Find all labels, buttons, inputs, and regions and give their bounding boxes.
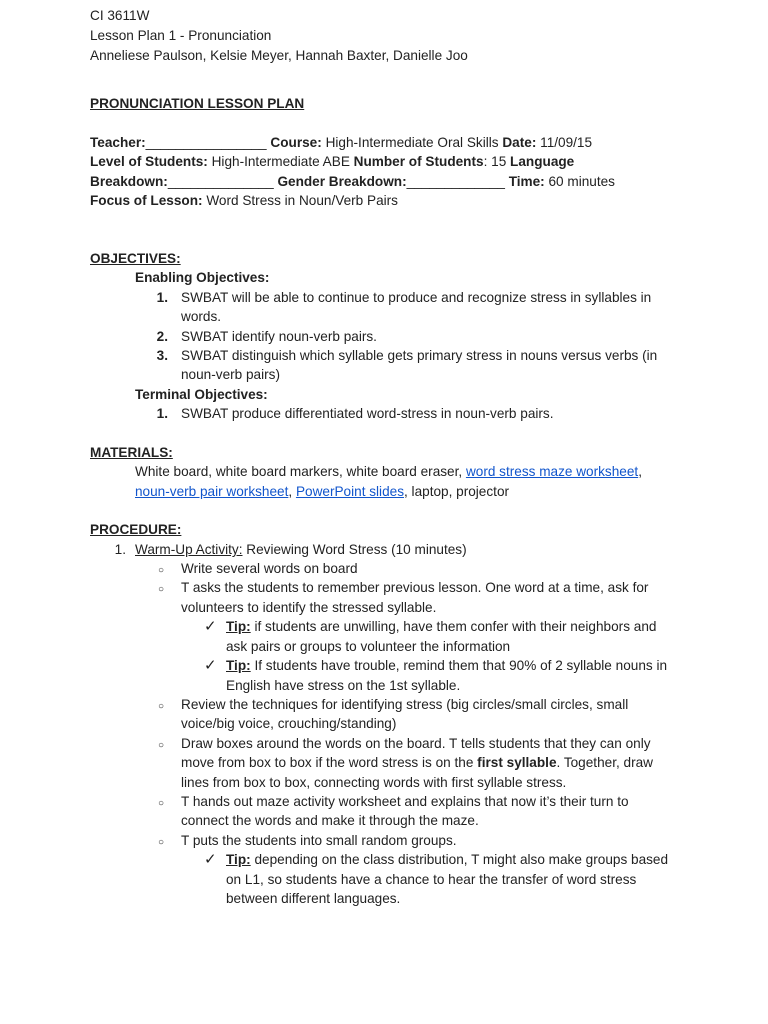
tip-text: If students have trouble, remind them that 90% of 2 syllable nouns in [250, 658, 668, 673]
materials-text: White board, white board markers, white board eraser, [135, 464, 466, 479]
word-stress-maze-link[interactable]: word stress maze worksheet [465, 464, 639, 479]
hollow-bullet-icon: ○ [158, 584, 165, 595]
checkmark-icon: ✓ [204, 618, 217, 635]
tip-text: if students are unwilling, have them confer with their neighbors and [250, 619, 657, 634]
teacher-value: ________________ [145, 135, 267, 150]
step-text: Reviewing Word Stress (10 minutes) [242, 542, 467, 557]
tip-text: depending on the class distribution, T might also make groups based [250, 852, 669, 867]
tip-label: Tip: [226, 658, 251, 673]
noun-verb-worksheet-link[interactable]: noun-verb pair worksheet [135, 484, 289, 499]
focus-label: Focus of Lesson: [90, 193, 203, 208]
hollow-bullet-icon: ○ [158, 740, 165, 751]
materials-line-1 [135, 462, 642, 481]
list-item: T asks the students to remember previous lesson. One word at a time, ask for [181, 580, 649, 595]
num-students-label: Number of Students [353, 154, 484, 169]
text: move from box to box if the word stress is on the [181, 755, 478, 770]
list-item: SWBAT will be able to continue to produce and recognize stress in syllables in [181, 290, 652, 305]
procedure-step-1 [135, 540, 467, 559]
comma: , [288, 484, 296, 499]
list-item-cont: words. [181, 309, 222, 324]
list-item-cont: volunteers to identify the stressed syllable. [181, 600, 437, 615]
list-item: SWBAT produce differentiated word-stress in noun-verb pairs. [181, 406, 554, 421]
course-code: CI 3611W [90, 8, 150, 23]
num-students-value: : 15 [483, 154, 507, 169]
emphasis: first syllable [477, 755, 557, 770]
tip-item [226, 617, 656, 636]
info-line-1 [90, 133, 592, 152]
page-title: PRONUNCIATION LESSON PLAN [90, 96, 305, 111]
time-value: 60 minutes [548, 174, 615, 189]
authors: Anneliese Paulson, Kelsie Meyer, Hannah Baxter, Danielle Joo [90, 48, 468, 63]
list-item: Review the techniques for identifying stress (big circles/small circles, small [181, 697, 629, 712]
tip-item-cont: between different languages. [226, 891, 401, 906]
checkmark-icon: ✓ [204, 657, 217, 674]
tip-label: Tip: [226, 852, 251, 867]
materials-text: , laptop, projector [404, 484, 510, 499]
materials-heading: MATERIALS: [90, 445, 173, 460]
breakdown-value: ______________ [167, 174, 274, 189]
course-label: Course: [270, 135, 322, 150]
tip-label: Tip: [226, 619, 251, 634]
list-number: 3. [156, 348, 168, 363]
step-label: Warm-Up Activity: [135, 542, 243, 557]
list-item: Draw boxes around the words on the board. T tells students that they can only [181, 736, 651, 751]
gender-label: Gender Breakdown: [277, 174, 407, 189]
time-label: Time: [508, 174, 545, 189]
procedure-heading: PROCEDURE: [90, 522, 182, 537]
list-number: 1. [156, 290, 168, 305]
list-item: SWBAT identify noun-verb pairs. [181, 329, 377, 344]
date-label: Date: [502, 135, 537, 150]
course-value: High-Intermediate Oral Skills [325, 135, 499, 150]
list-number: 1. [114, 542, 126, 557]
tip-item-cont: ask pairs or groups to volunteer the information [226, 639, 511, 654]
materials-line-2 [135, 482, 509, 501]
gender-value: _____________ [406, 174, 505, 189]
comma: , [638, 464, 642, 479]
objectives-heading: OBJECTIVES: [90, 251, 181, 266]
info-line-4 [90, 191, 398, 210]
list-item-cont: voice/big voice, crouching/standing) [181, 716, 397, 731]
hollow-bullet-icon: ○ [158, 837, 165, 848]
hollow-bullet-icon: ○ [158, 798, 165, 809]
list-item: T puts the students into small random groups. [181, 833, 457, 848]
level-label: Level of Students: [90, 154, 208, 169]
tip-item [226, 850, 668, 869]
info-line-2 [90, 152, 574, 171]
hollow-bullet-icon: ○ [158, 565, 165, 576]
list-item-cont: connect the words and make it through the maze. [181, 813, 479, 828]
date-value: 11/09/15 [540, 135, 593, 150]
teacher-label: Teacher: [90, 135, 146, 150]
focus-value: Word Stress in Noun/Verb Pairs [206, 193, 398, 208]
checkmark-icon: ✓ [204, 851, 217, 868]
list-item-cont: noun-verb pairs) [181, 367, 280, 382]
list-item-cont [181, 753, 653, 772]
hollow-bullet-icon: ○ [158, 701, 165, 712]
list-number: 1. [156, 406, 168, 421]
list-number: 2. [156, 329, 168, 344]
enabling-objectives-heading: Enabling Objectives: [135, 270, 270, 285]
list-item: SWBAT distinguish which syllable gets primary stress in nouns versus verbs (in [181, 348, 658, 363]
lesson-title: Lesson Plan 1 - Pronunciation [90, 28, 272, 43]
terminal-objectives-heading: Terminal Objectives: [135, 387, 268, 402]
level-value: High-Intermediate ABE [211, 154, 350, 169]
powerpoint-slides-link[interactable]: PowerPoint slides [295, 484, 404, 499]
info-line-3 [90, 172, 615, 191]
list-item-cont: lines from box to box, connecting words with first syllable stress. [181, 775, 567, 790]
tip-item-cont: on L1, so students have a chance to hear the transfer of word stress [226, 872, 637, 887]
text: . Together, draw [556, 755, 653, 770]
language-label: Language [510, 154, 575, 169]
list-item: Write several words on board [181, 561, 358, 576]
tip-item-cont: English have stress on the 1st syllable. [226, 678, 461, 693]
tip-item [226, 656, 667, 675]
list-item: T hands out maze activity worksheet and explains that now it’s their turn to [181, 794, 629, 809]
breakdown-label: Breakdown: [90, 174, 168, 189]
